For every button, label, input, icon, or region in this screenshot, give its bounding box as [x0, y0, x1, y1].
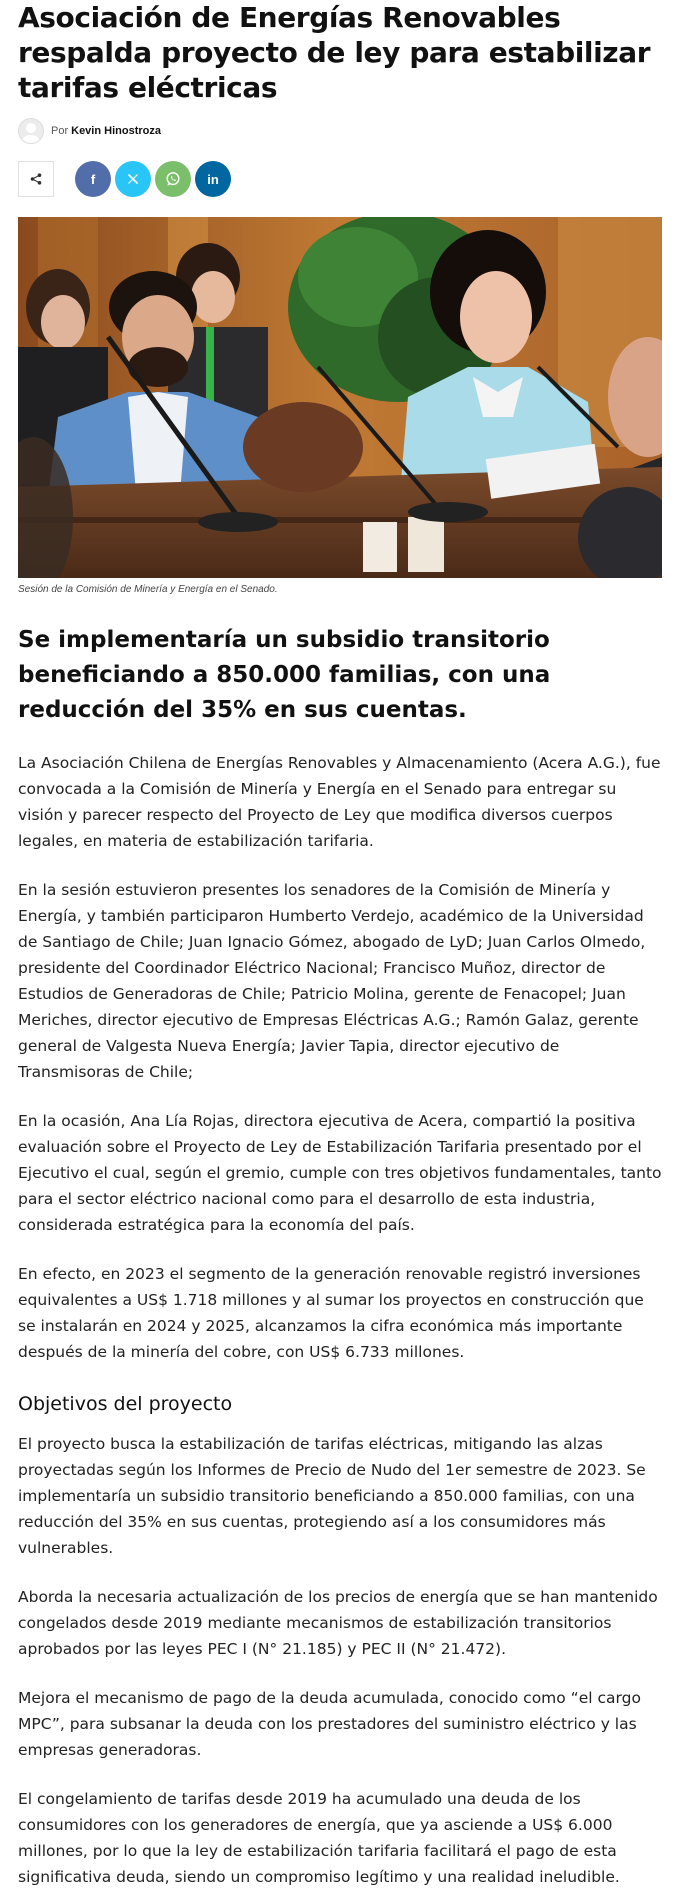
paragraph: Mejora el mecanismo de pago de la deuda acumulada, conocido como “el cargo MPC”, para subsanar la deuda con los prestadores del suministro eléctrico y las empresas generadoras. — [18, 1689, 641, 1759]
paragraph: El congelamiento de tarifas desde 2019 ha acumulado una deuda de los consumidores con los generadores de energía, que ya asciende a US$ 6.000 millones, por lo que la ley de estabilización tarifaria facilitará el pago de esta significativa deuda, siendo un compromiso legítimo y una realidad ineludible. — [18, 1790, 620, 1886]
paragraph: El proyecto busca la estabilización de tarifas eléctricas, mitigando las alzas proyectadas según los Informes de Precio de Nudo del 1er semestre de 2023. Se implementaría un subsidio transitorio beneficiando a 850.000 familias, con una reducción del 35% en sus cuentas, protegiendo así a los consumidores más vulnerables. — [18, 1435, 646, 1557]
article-hero-image — [18, 217, 662, 578]
x-share-button[interactable] — [115, 161, 151, 197]
x-icon — [127, 173, 139, 185]
paragraph: Aborda la necesaria actualización de los precios de energía que se han mantenido congelados desde 2019 mediante mecanismos de estabilización transitorios aprobados por las leyes PEC I (N° 21.185) y PEC II (N° 21.472). — [18, 1588, 658, 1658]
linkedin-share-button[interactable] — [195, 161, 231, 197]
paragraph: La Asociación Chilena de Energías Renovables y Almacenamiento (Acera A.G.), fue convocada a la Comisión de Minería y Energía en el Senado para entregar su visión y parecer respecto del Proyecto de Ley que modifica diversos cuerpos legales, en materia de estabilización tarifaria. — [18, 754, 661, 850]
share-icon — [30, 173, 42, 185]
senate-session-photo — [18, 217, 662, 578]
author-link[interactable]: Kevin Hinostroza — [71, 125, 161, 137]
article-subtitle: Se implementaría un subsidio transitorio beneficiando a 850.000 familias, con una reducción del 35% en sus cuentas. — [18, 627, 551, 723]
linkedin-icon: in — [207, 171, 219, 187]
author-avatar[interactable] — [18, 118, 44, 144]
image-caption: Sesión de la Comisión de Minería y Energía en el Senado. — [18, 584, 278, 595]
facebook-icon: f — [90, 171, 96, 187]
whatsapp-share-button[interactable] — [155, 161, 191, 197]
share-toggle-button[interactable] — [18, 161, 54, 197]
facebook-share-button[interactable] — [75, 161, 111, 197]
byline-prefix: Por — [51, 125, 69, 137]
article-title: Asociación de Energías Renovables respalda proyecto de ley para estabilizar tarifas eléctricas — [18, 1, 651, 104]
paragraph: En la sesión estuvieron presentes los senadores de la Comisión de Minería y Energía, y también participaron Humberto Verdejo, académico de la Universidad de Santiago de Chile; Juan Ignacio Gómez, abogado de LyD; Juan Carlos Olmedo, presidente del Coordinador Eléctrico Nacional; Francisco Muñoz, director de Estudios de Generadoras de Chile; Patricio Molina, gerente de Fenacopel; Juan Meriches, director ejecutivo de Empresas Eléctricas A.G.; Ramón Galaz, gerente general de Valgesta Nueva Energía; Javier Tapia, director ejecutivo de Transmisoras de Chile; — [18, 881, 646, 1081]
byline — [18, 117, 662, 145]
article — [18, 0, 662, 1890]
paragraph: En la ocasión, Ana Lía Rojas, directora ejecutiva de Acera, compartió la positiva evaluación sobre el Proyecto de Ley de Estabilización Tarifaria presentado por el Ejecutivo el cual, según el gremio, cumple con tres objetivos fundamentales, tanto para el sector eléctrico nacional como para el desarrollo de esta industria, considerada estratégica para la economía del país. — [18, 1112, 662, 1234]
section-heading: Objetivos del proyecto — [18, 1393, 233, 1415]
whatsapp-icon — [165, 171, 181, 187]
paragraph: En efecto, en 2023 el segmento de la generación renovable registró inversiones equivalentes a US$ 1.718 millones y al sumar los proyectos en construcción que se instalarán en 2024 y 2025, alcanzamos la cifra económica más importante después de la minería del cobre, con US$ 6.733 millones. — [18, 1265, 644, 1361]
share-bar — [18, 160, 662, 198]
